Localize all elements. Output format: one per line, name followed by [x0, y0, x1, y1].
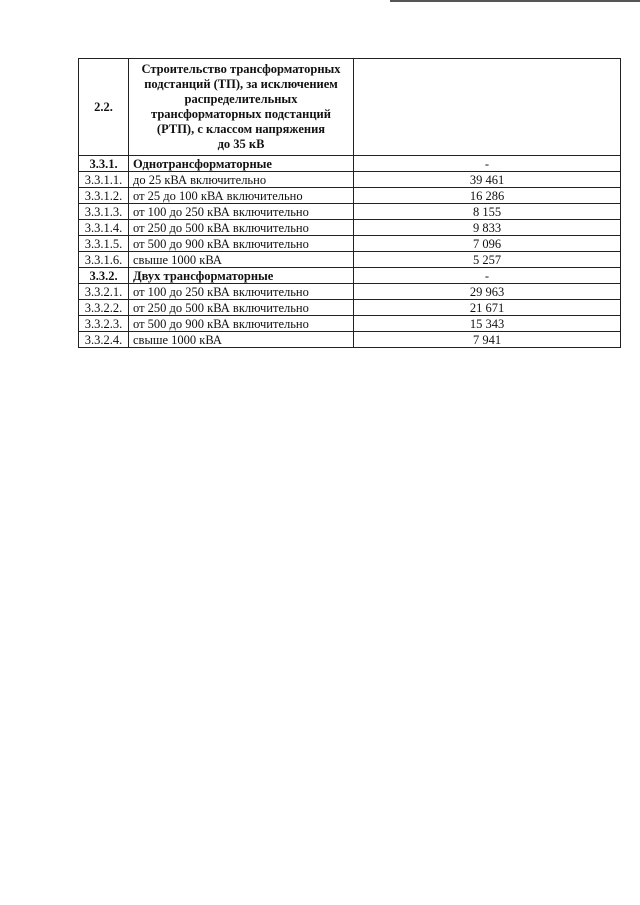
row-value: - — [354, 156, 621, 172]
page-top-rule — [390, 0, 640, 2]
table-header-row — [79, 59, 621, 156]
table-row — [79, 188, 621, 204]
row-value: 21 671 — [354, 300, 621, 316]
tariff-table-body — [79, 59, 621, 348]
row-value: 16 286 — [354, 188, 621, 204]
header-line: до 35 кВ — [217, 137, 265, 151]
header-name-cell — [129, 59, 354, 156]
row-name: Двух трансформаторные — [129, 268, 354, 284]
row-code: 3.3.2.1. — [79, 284, 129, 300]
row-code: 3.3.1.6. — [79, 252, 129, 268]
header-value-cell — [354, 59, 621, 156]
table-row — [79, 204, 621, 220]
table-row — [79, 236, 621, 252]
table-row — [79, 156, 621, 172]
row-code: 3.3.1.1. — [79, 172, 129, 188]
table-row — [79, 252, 621, 268]
header-line: трансформаторных подстанций — [151, 107, 331, 121]
row-value: 39 461 — [354, 172, 621, 188]
row-name: до 25 кВА включительно — [129, 172, 354, 188]
table-row — [79, 268, 621, 284]
row-value: 5 257 — [354, 252, 621, 268]
table-row — [79, 332, 621, 348]
row-name: от 100 до 250 кВА включительно — [129, 204, 354, 220]
row-code: 3.3.2.2. — [79, 300, 129, 316]
row-name: от 25 до 100 кВА включительно — [129, 188, 354, 204]
row-code: 3.3.1.4. — [79, 220, 129, 236]
row-code: 3.3.2.3. — [79, 316, 129, 332]
row-name: свыше 1000 кВА — [129, 332, 354, 348]
row-code: 3.3.2.4. — [79, 332, 129, 348]
row-name: от 250 до 500 кВА включительно — [129, 300, 354, 316]
table-row — [79, 284, 621, 300]
row-value: 9 833 — [354, 220, 621, 236]
header-line: подстанций (ТП), за исключением — [144, 77, 338, 91]
row-value: 29 963 — [354, 284, 621, 300]
row-name: свыше 1000 кВА — [129, 252, 354, 268]
table-row — [79, 300, 621, 316]
table-row — [79, 172, 621, 188]
row-name: от 250 до 500 кВА включительно — [129, 220, 354, 236]
row-code: 3.3.1.5. — [79, 236, 129, 252]
row-value: 7 941 — [354, 332, 621, 348]
header-line: Строительство трансформаторных — [141, 62, 341, 76]
row-name: от 500 до 900 кВА включительно — [129, 316, 354, 332]
row-value: 7 096 — [354, 236, 621, 252]
row-value: 8 155 — [354, 204, 621, 220]
row-name: от 500 до 900 кВА включительно — [129, 236, 354, 252]
header-line: распределительных — [184, 92, 298, 106]
row-value: 15 343 — [354, 316, 621, 332]
row-code: 3.3.2. — [79, 268, 129, 284]
header-line: (РТП), с классом напряжения — [156, 122, 326, 136]
table-row — [79, 220, 621, 236]
tariff-table — [78, 58, 621, 348]
row-code: 3.3.1. — [79, 156, 129, 172]
table-row — [79, 316, 621, 332]
header-code-cell: 2.2. — [79, 59, 129, 156]
row-value: - — [354, 268, 621, 284]
row-code: 3.3.1.2. — [79, 188, 129, 204]
row-name: от 100 до 250 кВА включительно — [129, 284, 354, 300]
row-code: 3.3.1.3. — [79, 204, 129, 220]
row-name: Однотрансформаторные — [129, 156, 354, 172]
